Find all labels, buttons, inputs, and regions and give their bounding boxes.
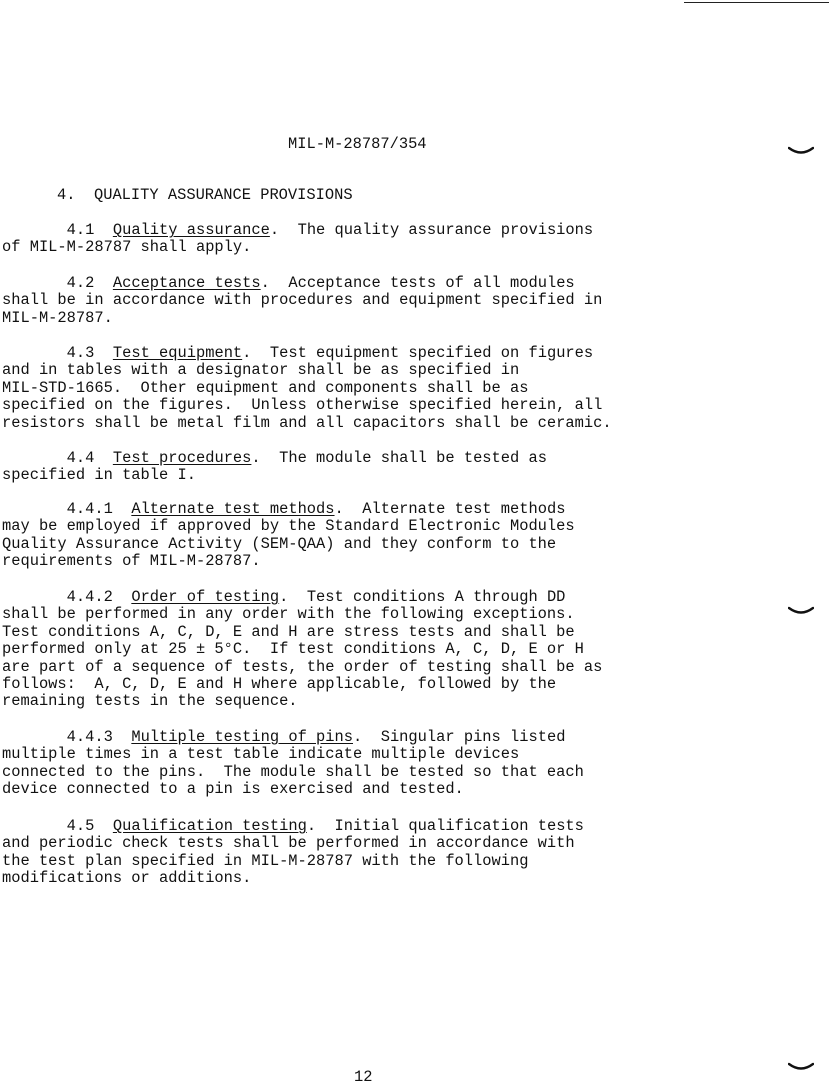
paragraph-order-of-testing	[2, 589, 602, 711]
paragraph-number: 4.2	[66, 274, 95, 292]
paragraph-heading: Test procedures	[112, 449, 252, 467]
paragraph-first-line: . Singular pins listed	[353, 728, 566, 746]
paragraph-heading: Order of testing	[131, 588, 280, 606]
paragraph-multiple-testing-of-pins	[2, 729, 584, 799]
paragraph-first-line: . The module shall be tested as	[251, 449, 547, 467]
paragraph-qualification-testing	[2, 818, 584, 888]
section-title: QUALITY ASSURANCE PROVISIONS	[93, 186, 353, 204]
margin-change-mark-icon	[788, 1062, 814, 1072]
paragraph-acceptance-tests	[2, 275, 602, 327]
paragraph-number: 4.4	[66, 449, 95, 467]
paragraph-test-procedures	[2, 450, 547, 485]
paragraph-heading: Qualification testing	[112, 817, 307, 835]
paragraph-first-line: . Acceptance tests of all modules	[260, 274, 575, 292]
section-heading	[57, 187, 353, 204]
paragraph-first-line: . Initial qualification tests	[306, 817, 584, 835]
section-number: 4.	[57, 186, 76, 204]
paragraph-heading: Acceptance tests	[112, 274, 261, 292]
paragraph-first-line: . Test conditions A through DD	[279, 588, 566, 606]
paragraph-number: 4.4.2	[66, 588, 113, 606]
paragraph-number: 4.3	[66, 344, 95, 362]
paragraph-body: may be employed if approved by the Standard Electronic Modules Quality Assurance Activity (SEM-QAA) and they conform to the requirements of MIL-M-28787.	[2, 517, 575, 571]
paragraph-first-line: . Test equipment specified on figures	[242, 344, 594, 362]
document-number: MIL-M-28787/354	[288, 135, 427, 153]
paragraph-first-line: . Alternate test methods	[334, 500, 566, 518]
paragraph-heading: Test equipment	[112, 344, 243, 362]
paragraph-body: shall be performed in any order with the following exceptions. Test conditions A, C, D, E and H are stress tests and shall be performed only at 25 ± 5°C. If test conditions A, C, D, E or H are part of a sequence of tests, the order of testing shall be as follows: A, C, D, E and H where applicable, followed by the remaining tests in the sequence.	[2, 605, 603, 711]
paragraph-number: 4.4.3	[66, 728, 113, 746]
paragraph-heading: Multiple testing of pins	[131, 728, 353, 746]
paragraph-body: multiple times in a test table indicate multiple devices connected to the pins. The module shall be tested so that each device connected to a pin is exercised and tested.	[2, 745, 584, 799]
paragraph-number: 4.5	[66, 817, 95, 835]
paragraph-test-equipment	[2, 345, 612, 432]
paragraph-heading: Quality assurance	[112, 221, 270, 239]
paragraph-first-line: . The quality assurance provisions	[269, 221, 594, 239]
paragraph-body: of MIL-M-28787 shall apply.	[2, 238, 252, 257]
margin-change-mark-icon	[788, 606, 814, 616]
paragraph-alternate-test-methods	[2, 501, 575, 571]
page-number: 12	[354, 1068, 373, 1086]
top-rule	[684, 2, 829, 3]
paragraph-body: specified in table I.	[2, 466, 196, 485]
paragraph-number: 4.1	[66, 221, 95, 239]
paragraph-number: 4.4.1	[66, 500, 113, 518]
paragraph-body: shall be in accordance with procedures and equipment specified in MIL-M-28787.	[2, 291, 603, 327]
margin-change-mark-icon	[788, 146, 814, 156]
paragraph-body: and in tables with a designator shall be as specified in MIL-STD-1665. Other equipment and components shall be as specified on the figures. Unless otherwise specified herein, all resistors shall be metal film and all capacitors shall be ceramic.	[2, 361, 612, 432]
paragraph-quality-assurance	[2, 222, 593, 257]
paragraph-body: and periodic check tests shall be performed in accordance with the test plan specified in MIL-M-28787 with the following modifications or additions.	[2, 834, 575, 888]
paragraph-heading: Alternate test methods	[131, 500, 335, 518]
